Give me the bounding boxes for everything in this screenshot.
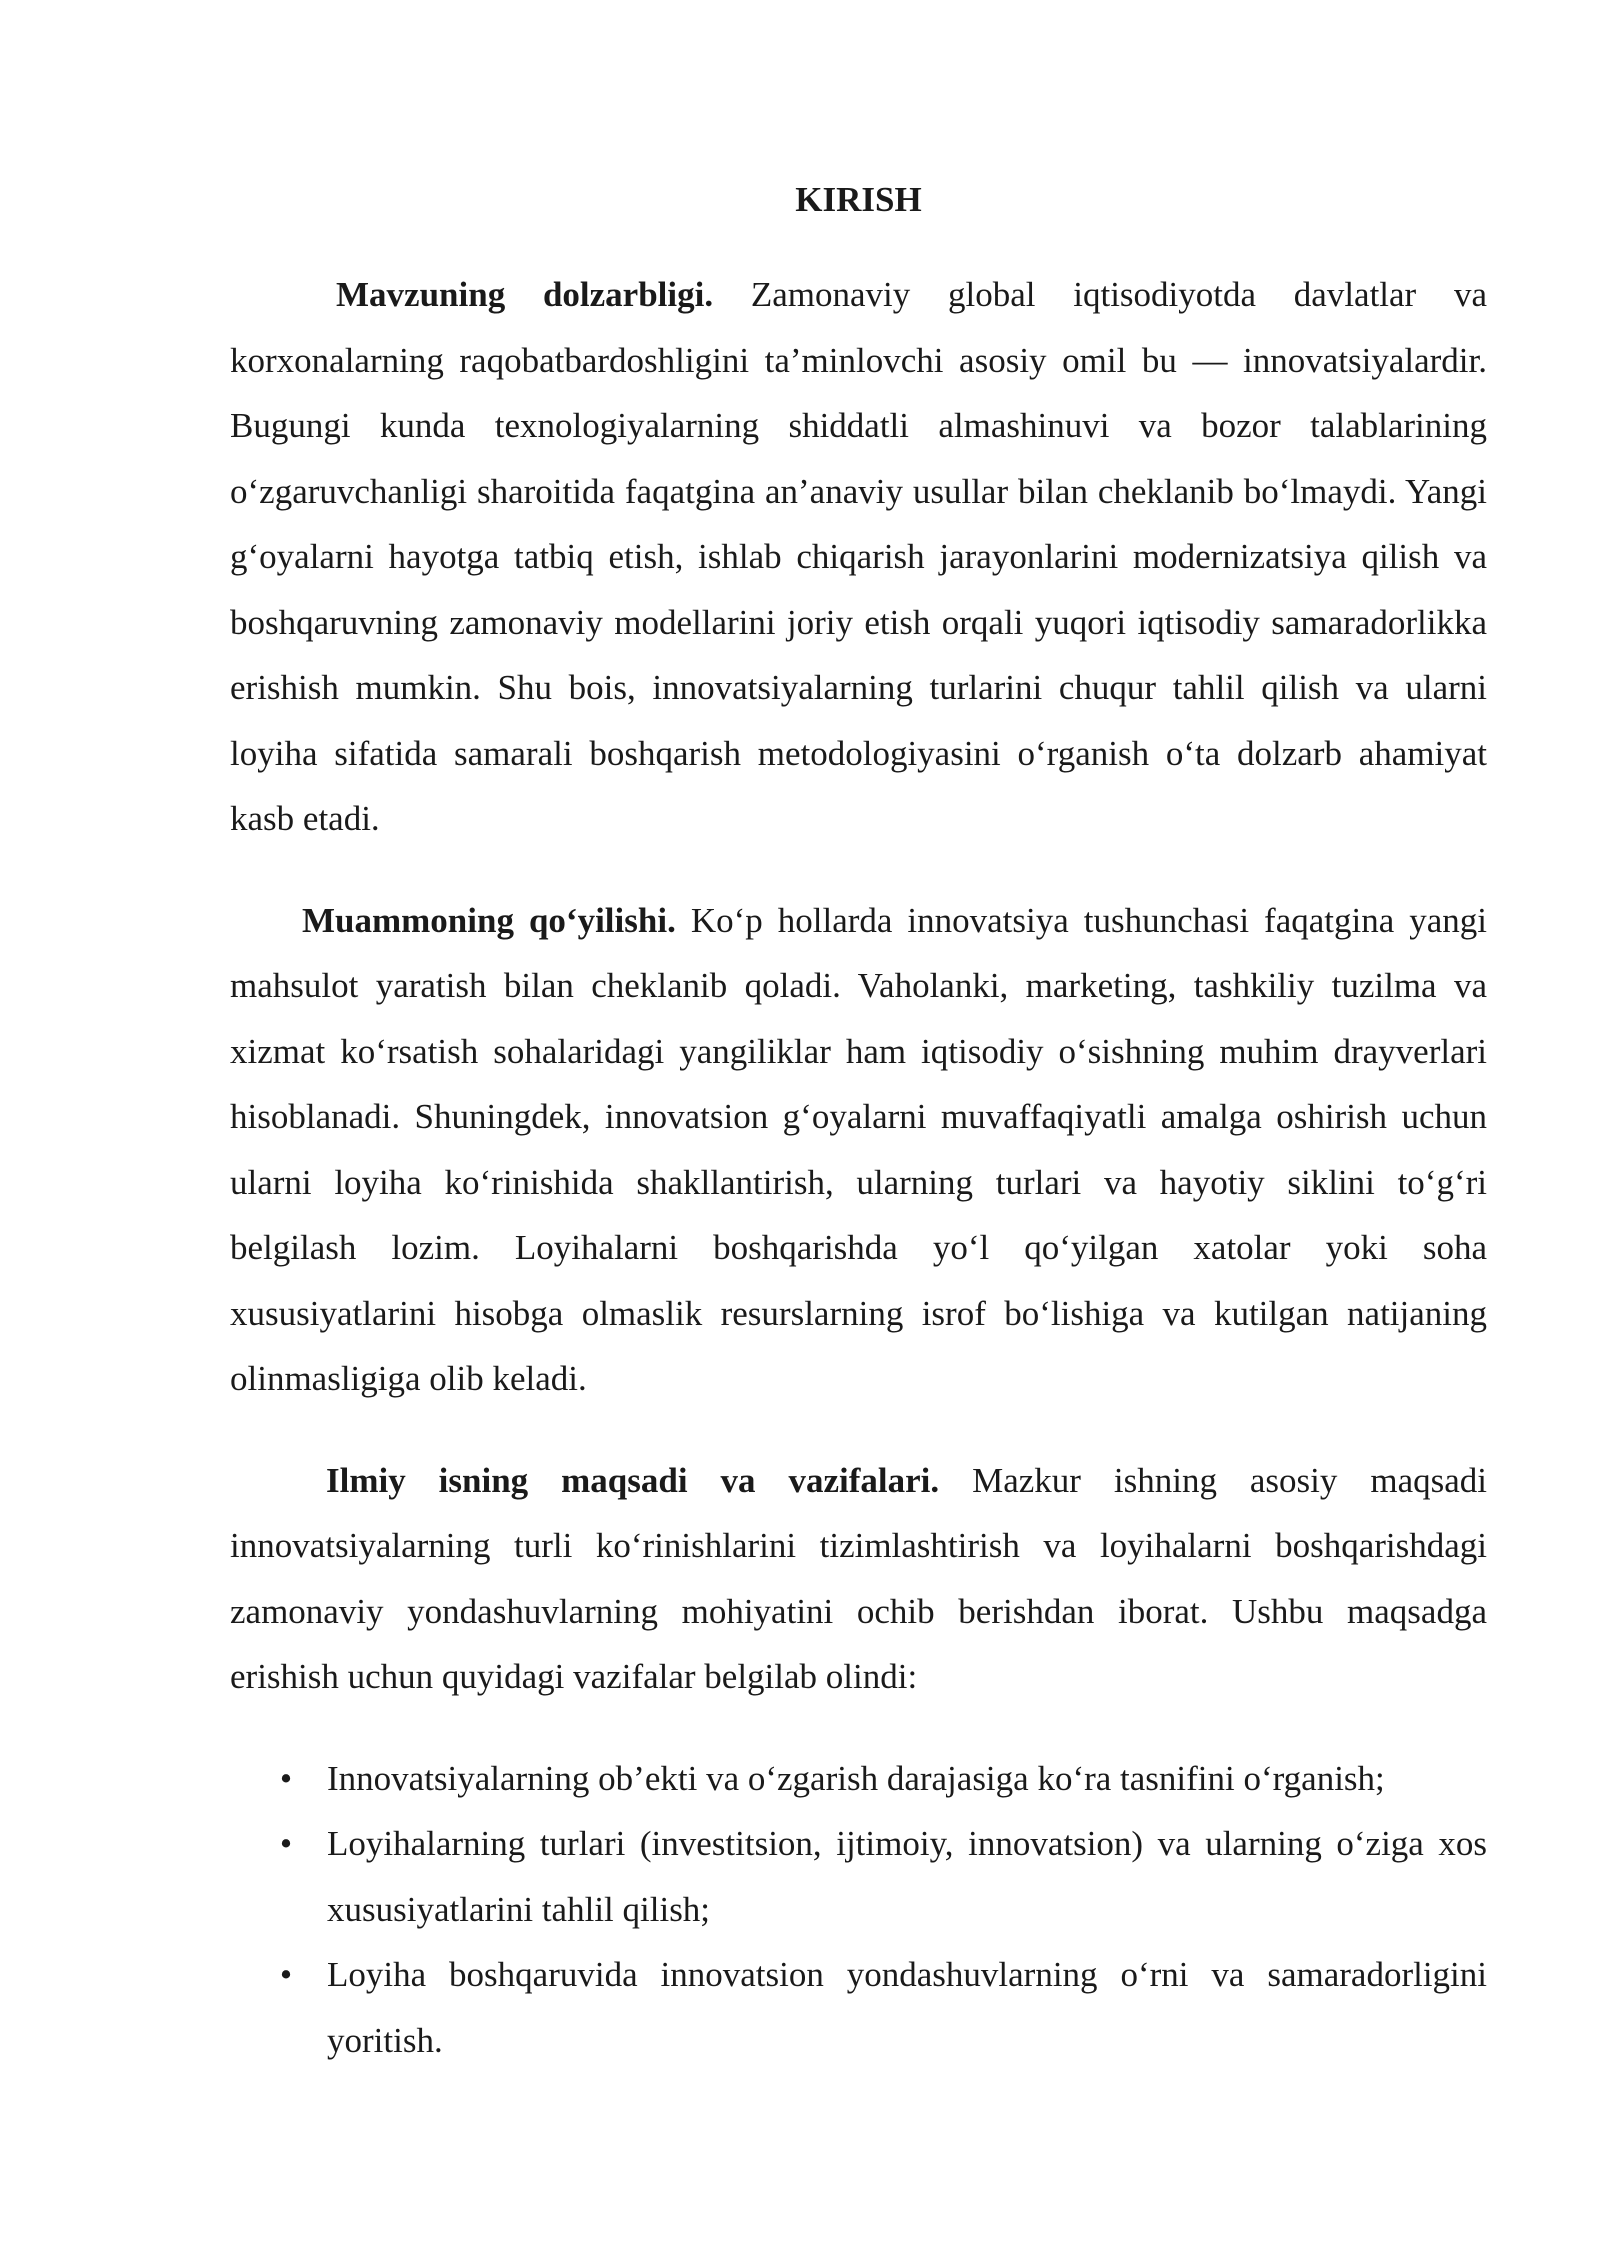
list-item-text: Loyiha boshqaruvida innovatsion yondashuvlarning o‘rni va samaradorligini yoritish. xyxy=(327,1955,1487,2060)
list-item xyxy=(230,1942,1487,2073)
paragraph-lead: Muammoning qo‘yilishi. xyxy=(302,900,676,940)
list-item-text: Loyihalarning turlari (investitsion, ijtimoiy, innovatsion) va ularning o‘ziga xos xususiyatlarini tahlil qilish; xyxy=(327,1824,1487,1929)
paragraph-problem-statement xyxy=(230,888,1487,1412)
document-title: KIRISH xyxy=(795,180,922,219)
paragraph-text: Mazkur ishning asosiy maqsadi innovatsiyalarning turli ko‘rinishlarini tizimlashtirish va loyihalarni boshqarishdagi zamonaviy yondashuvlarning mohiyatini ochib berishdan iborat. Ushbu maqsadga erishish uchun quyidagi vazifalar belgilab olindi: xyxy=(230,1460,1487,1696)
list-item xyxy=(230,1811,1487,1942)
paragraph-goals-and-tasks xyxy=(230,1448,1487,1710)
list-item xyxy=(230,1746,1487,1812)
paragraph-lead: Ilmiy isning maqsadi va vazifalari. xyxy=(326,1460,940,1500)
bullet-icon: • xyxy=(279,1758,293,1798)
list-item-text: Innovatsiyalarning ob’ekti va o‘zgarish darajasiga ko‘ra tasnifini o‘rganish; xyxy=(327,1758,1385,1798)
paragraph-text: Ko‘p hollarda innovatsiya tushunchasi faqatgina yangi mahsulot yaratish bilan cheklanib qoladi. Vaholanki, marketing, tashkiliy tuzilma va xizmat ko‘rsatish sohalaridagi yangiliklar ham iqtisodiy o‘sishning muhim drayverlari hisoblanadi. Shuningdek, innovatsion g‘oyalarni muvaffaqiyatli amalga oshirish uchun ularni loyiha ko‘rinishida shakllantirish, ularning turlari va hayotiy siklini to‘g‘ri belgilash lozim. Loyihalarni boshqarishda yo‘l qo‘yilgan xatolar yoki soha xususiyatlarini hisobga olmaslik resurslarning isrof bo‘lishiga va kutilgan natijaning olinmasligiga olib keladi. xyxy=(230,900,1487,1398)
bullet-icon: • xyxy=(279,1824,293,1863)
task-list xyxy=(230,1746,1487,2074)
bullet-icon: • xyxy=(279,1955,293,1994)
document-body xyxy=(230,178,1487,2073)
paragraph-lead: Mavzuning dolzarbligi. xyxy=(336,275,714,314)
paragraph-text: Zamonaviy global iqtisodiyotda davlatlar va korxonalarning raqobatbardoshligini ta’minlovchi asosiy omil bu — innovatsiyalardir. Bugungi kunda texnologiyalarning shiddatli almashinuvi va bozor talablarining o‘zgaruvchanligi sharoitida faqatgina an’anaviy usullar bilan cheklanib bo‘lmaydi. Yangi g‘oyalarni hayotga tatbiq etish, ishlab chiqarish jarayonlarini modernizatsiya qilish va boshqaruvning zamonaviy modellarini joriy etish orqali yuqori iqtisodiy samaradorlikka erishish mumkin. Shu bois, innovatsiyalarning turlarini chuqur tahlil qilish va ularni loyiha sifatida samarali boshqarish metodologiyasini o‘rganish o‘ta dolzarb ahamiyat kasb etadi. xyxy=(230,275,1488,838)
paragraph-relevance xyxy=(230,262,1487,852)
